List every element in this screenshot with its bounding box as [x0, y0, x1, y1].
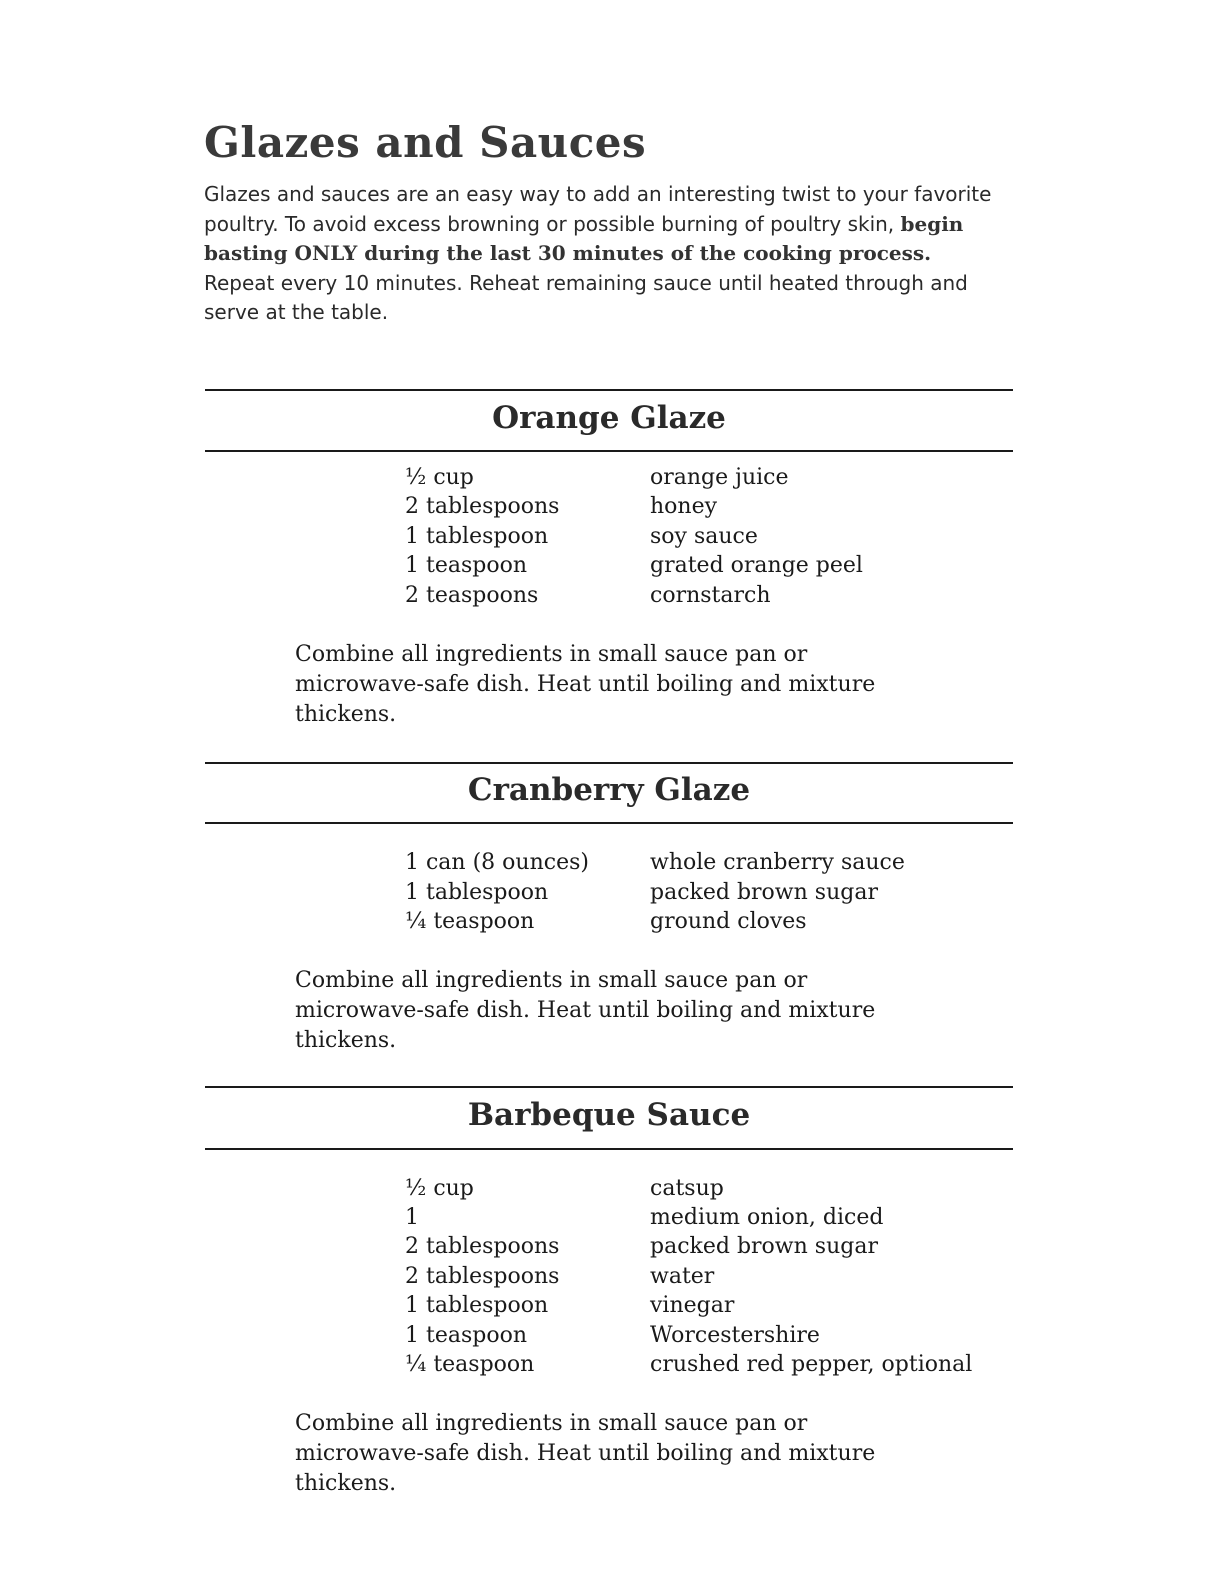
intro-text-end: Repeat every 10 minutes. Reheat remaining sauce until heated through and serve at the table.	[204, 270, 968, 324]
ingredient-name: grated orange peel	[650, 553, 863, 578]
ingredient-row	[0, 463, 1225, 493]
ingredient-name: soy sauce	[650, 524, 758, 549]
ingredient-amount: ½ cup	[405, 465, 474, 490]
ingredient-row	[0, 1350, 1225, 1380]
ingredient-row	[0, 522, 1225, 552]
ingredient-row	[0, 1174, 1225, 1204]
ingredient-name: vinegar	[650, 1293, 735, 1318]
ingredient-row	[0, 1203, 1225, 1233]
ingredient-name: cornstarch	[650, 583, 771, 608]
ingredient-row	[0, 1262, 1225, 1292]
ingredient-row	[0, 1321, 1225, 1351]
ingredient-amount: 2 tablespoons	[405, 1264, 560, 1289]
recipe-bottom-rule	[205, 1148, 1013, 1150]
ingredient-amount: 1 can (8 ounces)	[405, 850, 589, 875]
recipe-instructions: Combine all ingredients in small sauce pan or microwave-safe dish. Heat until boiling and mixture thickens.	[295, 968, 876, 1053]
ingredient-amount: 1 teaspoon	[405, 553, 527, 578]
recipe-instructions: Combine all ingredients in small sauce pan or microwave-safe dish. Heat until boiling and mixture thickens.	[295, 642, 876, 727]
ingredient-row	[0, 492, 1225, 522]
ingredient-row	[0, 1232, 1225, 1262]
ingredient-amount: ½ cup	[405, 1176, 474, 1201]
ingredient-amount: 2 teaspoons	[405, 583, 539, 608]
recipe-title: Orange Glaze	[492, 400, 726, 436]
ingredient-amount: 2 tablespoons	[405, 494, 560, 519]
intro-paragraph	[204, 180, 994, 328]
ingredient-name: medium onion, diced	[650, 1205, 884, 1230]
ingredient-amount: 1 tablespoon	[405, 880, 549, 905]
ingredient-name: catsup	[650, 1176, 724, 1201]
ingredient-amount: 1 tablespoon	[405, 1293, 549, 1318]
ingredient-row	[0, 1291, 1225, 1321]
ingredient-row	[0, 848, 1225, 878]
ingredient-name: water	[650, 1264, 715, 1289]
recipe-title: Cranberry Glaze	[467, 772, 751, 808]
ingredient-row	[0, 581, 1225, 611]
ingredient-amount: 1	[405, 1205, 419, 1230]
ingredient-row	[0, 907, 1225, 937]
ingredient-amount: 1 teaspoon	[405, 1323, 527, 1348]
recipe-bottom-rule	[205, 822, 1013, 824]
ingredient-name: Worcestershire	[650, 1323, 820, 1348]
recipe-title: Barbeque Sauce	[467, 1097, 751, 1133]
ingredient-name: packed brown sugar	[650, 1234, 878, 1259]
recipe-top-rule	[205, 389, 1013, 391]
page-title: Glazes and Sauces	[204, 118, 647, 167]
recipe-instructions: Combine all ingredients in small sauce pan or microwave-safe dish. Heat until boiling and mixture thickens.	[295, 1411, 876, 1496]
ingredient-row	[0, 878, 1225, 908]
ingredient-name: crushed red pepper, optional	[650, 1352, 973, 1377]
ingredient-name: ground cloves	[650, 909, 807, 934]
intro-text-start: Glazes and sauces are an easy way to add an interesting twist to your favorite poultry. To avoid excess browning or possible burning of poultry skin,	[204, 182, 992, 236]
intro-emphasis: begin basting ONLY during the last 30 minutes of the cooking process.	[204, 211, 964, 265]
ingredient-amount: ¼ teaspoon	[405, 909, 535, 934]
ingredient-amount: 1 tablespoon	[405, 524, 549, 549]
ingredient-amount: 2 tablespoons	[405, 1234, 560, 1259]
ingredient-name: orange juice	[650, 465, 789, 490]
ingredient-row	[0, 551, 1225, 581]
ingredient-name: packed brown sugar	[650, 880, 878, 905]
ingredient-name: honey	[650, 494, 718, 519]
ingredient-name: whole cranberry sauce	[650, 850, 905, 875]
ingredient-amount: ¼ teaspoon	[405, 1352, 535, 1377]
recipe-bottom-rule	[205, 450, 1013, 452]
recipe-top-rule	[205, 1086, 1013, 1088]
recipe-top-rule	[205, 762, 1013, 764]
